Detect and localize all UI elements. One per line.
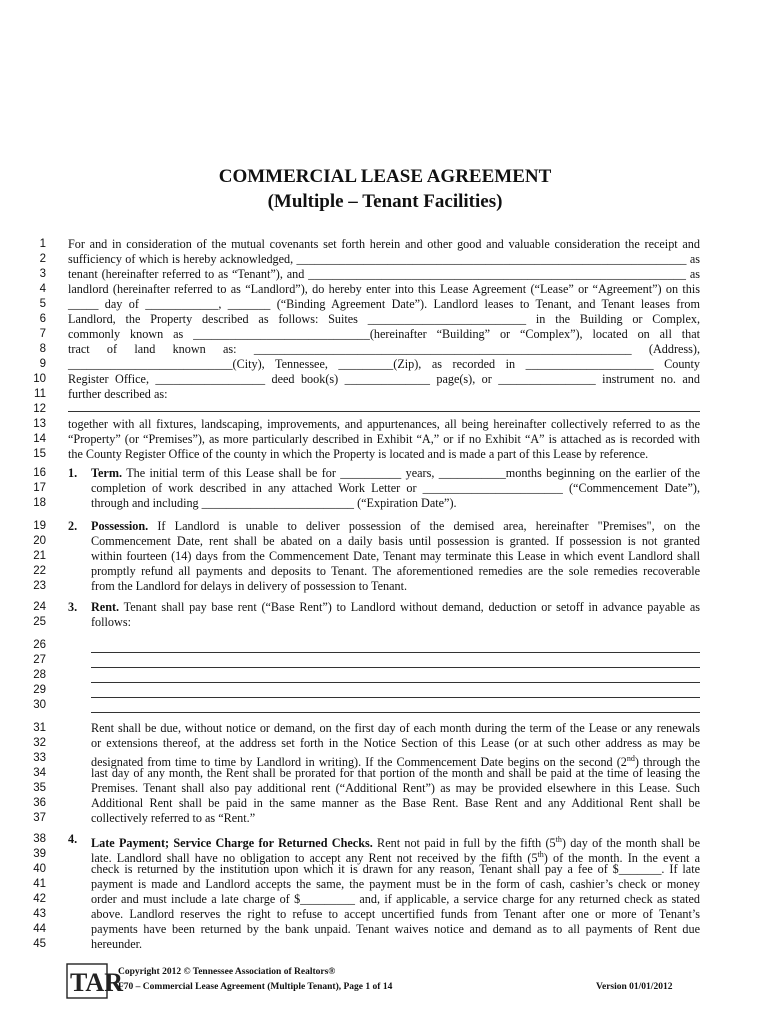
body-line: commonly known as _____________________________(hereinafter “Building” or “Complex”), located on all that <box>68 327 700 341</box>
footer-version: Version 01/01/2012 <box>596 982 673 992</box>
body-line: follows: <box>91 615 131 629</box>
line-number: 24 <box>33 601 46 613</box>
section-number-1: 1. <box>68 466 78 480</box>
blank-line-29 <box>91 697 700 698</box>
body-line: promptly refund all payments and deposits to Tenant. The aforementioned remedies are the sole remedies recoverable <box>91 564 700 578</box>
logo-text: TAR <box>70 968 123 997</box>
line-number: 3 <box>39 268 46 280</box>
line-number: 22 <box>33 565 46 577</box>
line-number: 31 <box>33 722 46 734</box>
blank-line-26 <box>91 652 700 653</box>
line-number: 13 <box>33 418 46 430</box>
body-line: designated from time to time by Landlord in writing). If the Commencement Date begins on the second (2nd) through the <box>91 754 700 770</box>
body-line: Rent shall be due, without notice or demand, on the first day of each month during the term of the Lease or any renewals <box>91 721 700 735</box>
body-line: Late Payment; Service Charge for Returned Checks. Rent not paid in full by the fifth (5th) day of the month shall be <box>91 835 700 851</box>
body-line: ___________________________(City), Tennessee, _________(Zip), as recorded in _____________________ County <box>68 357 700 371</box>
body-line: order and must include a late charge of $_________ and, if applicable, a service charge for any returned check as stated <box>91 892 700 906</box>
line-number: 42 <box>33 893 46 905</box>
line-number: 2 <box>39 253 46 265</box>
line-number: 12 <box>33 403 46 415</box>
body-line: Rent. Tenant shall pay base rent (“Base Rent”) to Landlord without demand, deduction or setoff in advance payable as <box>91 600 700 614</box>
line-number: 29 <box>33 684 46 696</box>
line-number: 32 <box>33 737 46 749</box>
line-number: 35 <box>33 782 46 794</box>
line-number: 20 <box>33 535 46 547</box>
line-number: 44 <box>33 923 46 935</box>
line-number: 5 <box>39 298 46 310</box>
blank-line-12 <box>68 411 700 412</box>
line-number: 7 <box>39 328 46 340</box>
section-number-4: 4. <box>68 832 78 846</box>
body-line: payments have been returned by the bank unpaid. Tenant waives notice and demand as to all payments of Rent due <box>91 922 700 936</box>
body-line: _____ day of ____________, _______ (“Binding Agreement Date”). Landlord leases to Tenant, and Tenant leases from <box>68 297 700 311</box>
line-number: 16 <box>33 467 46 479</box>
line-number: 9 <box>39 358 46 370</box>
line-number: 23 <box>33 580 46 592</box>
blank-line-27 <box>91 667 700 668</box>
footer-form-title: F70 – Commercial Lease Agreement (Multiple Tenant), Page 1 of 14 <box>118 982 393 992</box>
body-line: hereunder. <box>91 937 143 951</box>
line-number: 10 <box>33 373 46 385</box>
body-line: together with all fixtures, landscaping, improvements, and appurtenances, all being hereinafter collectively referred to as the <box>68 417 700 431</box>
body-line: above. Landlord reserves the right to refuse to accept uncertified funds from Tenant after one or more of Tenant’s <box>91 907 700 921</box>
line-number: 26 <box>33 639 46 651</box>
line-number: 21 <box>33 550 46 562</box>
line-number: 39 <box>33 848 46 860</box>
line-number: 40 <box>33 863 46 875</box>
line-number: 6 <box>39 313 46 325</box>
body-line: sufficiency of which is hereby acknowledged, ________________________________________________________________ as <box>68 252 700 266</box>
body-line: from the Landlord for delays in delivery of possession to Tenant. <box>91 579 408 593</box>
body-line: tract of land known as: ______________________________________________________________ (Address), <box>68 342 700 356</box>
body-line: Additional Rent shall be paid in the same manner as the Base Rent. Base Rent and any Additional Rent shall be <box>91 796 700 810</box>
body-line: landlord (hereinafter referred to as “Landlord”), do hereby enter into this Lease Agreement (“Lease” or “Agreement”) on this <box>68 282 700 296</box>
body-line: collectively referred to as “Rent.” <box>91 811 256 825</box>
line-number: 43 <box>33 908 46 920</box>
title-line-1: COMMERCIAL LEASE AGREEMENT <box>218 166 552 187</box>
title-line-2: (Multiple – Tenant Facilities) <box>267 191 503 212</box>
line-number: 37 <box>33 812 46 824</box>
body-line: payment is made and Landlord accepts the same, the payment must be in the form of cash, cashier’s check or money <box>91 877 700 891</box>
footer-copyright: Copyright 2012 © Tennessee Association of Realtors® <box>118 967 336 977</box>
blank-line-28 <box>91 682 700 683</box>
body-line: further described as: <box>68 387 168 401</box>
body-line: through and including _________________________ (“Expiration Date”). <box>91 496 457 510</box>
body-line: tenant (hereinafter referred to as “Tenant”), and ______________________________________________________________ as <box>68 267 700 281</box>
line-number: 34 <box>33 767 46 779</box>
section-number-2: 2. <box>68 519 78 533</box>
body-line: Term. The initial term of this Lease shall be for __________ years, ___________months beginning on the earlier of the <box>91 466 700 480</box>
body-line: Landlord, the Property described as follows: Suites __________________________ in the Building or Complex, <box>68 312 700 326</box>
line-number: 14 <box>33 433 46 445</box>
body-line: within fourteen (14) days from the Commencement Date, Tenant may terminate this Lease in which event Landlord shall <box>91 549 700 563</box>
body-line: completion of work described in any attached Work Letter or _______________________ (“Commencement Date”), <box>91 481 700 495</box>
section-number-3: 3. <box>68 600 78 614</box>
line-number: 30 <box>33 699 46 711</box>
body-line: check is returned by the institution upon which it is drawn for any reason, Tenant shall pay a fee of $_______. If late <box>91 862 700 876</box>
line-number: 33 <box>33 752 46 764</box>
body-line: Register Office, __________________ deed book(s) ______________ page(s), or ________________ instrument no. and <box>68 372 700 386</box>
line-number: 15 <box>33 448 46 460</box>
body-line: “Property” (or “Premises”), as more particularly described in Exhibit “A,” or if no Exhibit “A” is attached as is recorded with <box>68 432 700 446</box>
body-line: Commencement Date, rent shall be abated on a daily basis until possession is granted. If possession is not granted <box>91 534 700 548</box>
line-number: 4 <box>39 283 46 295</box>
body-line: Possession. If Landlord is unable to deliver possession of the demised area, hereinafter "Premises", on the <box>91 519 700 533</box>
line-number: 28 <box>33 669 46 681</box>
body-line: or extensions thereof, at the address set forth in the Notice Section of this Lease (or at such other address as may be <box>91 736 700 750</box>
body-line: late. Landlord shall have no obligation to accept any Rent not received by the fifth (5th) of the month. In the event a <box>91 850 701 866</box>
line-number: 17 <box>33 482 46 494</box>
tar-logo <box>66 963 123 999</box>
line-number: 11 <box>34 388 46 400</box>
body-line: For and in consideration of the mutual covenants set forth herein and other good and valuable consideration the receipt and <box>68 237 700 251</box>
line-number: 36 <box>33 797 46 809</box>
blank-line-30 <box>91 712 700 713</box>
line-number: 25 <box>33 616 46 628</box>
line-number: 19 <box>33 520 46 532</box>
line-number: 18 <box>33 497 46 509</box>
line-number: 38 <box>33 833 46 845</box>
line-number: 1 <box>39 238 46 250</box>
body-line: last day of any month, the Rent shall be prorated for that portion of the month and shall be paid at the time of leasing the <box>91 766 700 780</box>
body-line: the County Register Office of the county in which the Property is located and is made a part of this Lease by reference. <box>68 447 649 461</box>
line-number: 8 <box>39 343 46 355</box>
line-number: 27 <box>33 654 46 666</box>
line-number: 45 <box>33 938 46 950</box>
line-number: 41 <box>33 878 46 890</box>
body-line: Premises. Tenant shall also pay additional rent (“Additional Rent”) as may be provided elsewhere in this Lease. Such <box>91 781 700 795</box>
